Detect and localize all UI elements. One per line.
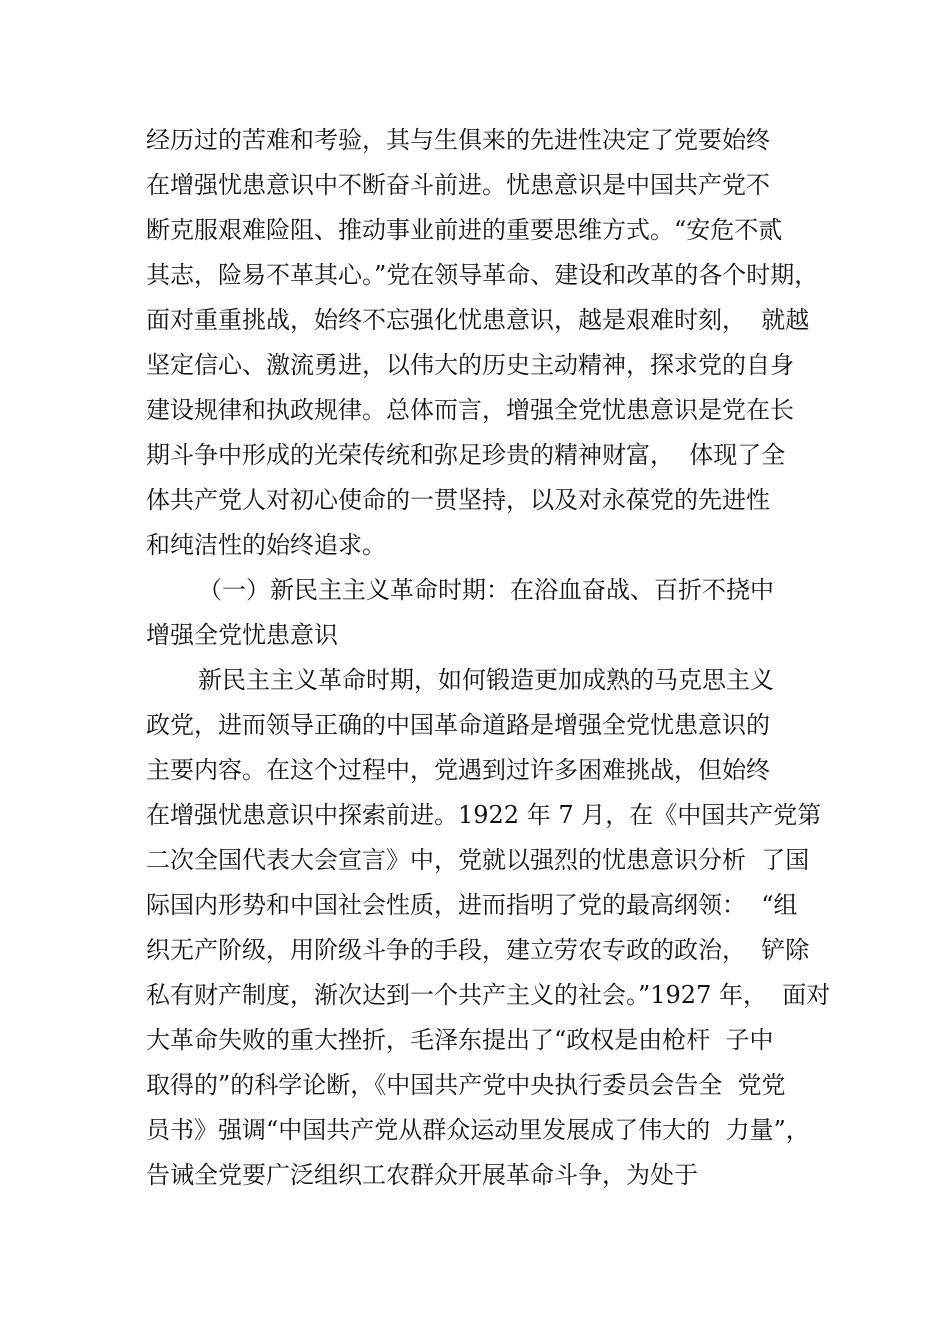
text-line: 体共产党人对初心使命的一贯坚持，以及对永葆党的先进性	[146, 486, 770, 514]
text-line: 坚定信心、激流勇进，以伟大的历史主动精神，探求党的自身	[146, 351, 794, 379]
text-line: 告诫全党要广泛组织工农群众开展革命斗争，为处于	[146, 1161, 698, 1189]
text-line: 际国内形势和中国社会性质，进而指明了党的最高纲领： “组	[146, 891, 798, 919]
text-line: 和纯洁性的始终追求。	[146, 531, 386, 559]
text-line: 取得的”的科学论断，《中国共产党中央执行委员会告全 党党	[146, 1071, 786, 1099]
text-line: 主要内容。在这个过程中，党遇到过许多困难挑战，但始终	[146, 756, 770, 784]
text-line: 期斗争中形成的光荣传统和弥足珍贵的精神财富， 体现了全	[146, 441, 786, 469]
paragraph-new-democratic-revolution	[146, 658, 846, 1198]
text-line: 新民主主义革命时期，如何锻造更加成熟的马克思主义	[198, 666, 774, 694]
text-line: 在增强忧患意识中探索前进。1922 年 7 月，在《中国共产党第	[146, 801, 822, 829]
heading-line: （一）新民主主义革命时期：在浴血奋战、百折不挠中	[198, 576, 774, 604]
text-line: 织无产阶级，用阶级斗争的手段，建立劳农专政的政治， 铲除	[146, 936, 810, 964]
document-body	[146, 118, 846, 1198]
heading-line: 增强全党忧患意识	[146, 621, 338, 649]
paragraph-intro	[146, 118, 846, 568]
text-line: 建设规律和执政规律。总体而言，增强全党忧患意识是党在长	[146, 396, 794, 424]
text-line: 大革命失败的重大挫折，毛泽东提出了“政权是由枪杆 子中	[146, 1026, 774, 1054]
text-line: 经历过的苦难和考验，其与生俱来的先进性决定了党要始终	[146, 126, 770, 154]
text-line: 面对重重挑战，始终不忘强化忧患意识，越是艰难时刻， 就越	[146, 306, 810, 334]
text-line: 其志，险易不革其心。”党在领导革命、建设和改革的各个时期，	[146, 261, 819, 289]
text-line: 员书》强调“中国共产党从群众运动里发展成了伟大的 力量”，	[146, 1116, 810, 1144]
text-line: 政党，进而领导正确的中国革命道路是增强全党忧患意识的	[146, 711, 770, 739]
section-heading	[146, 568, 846, 658]
text-line: 二次全国代表大会宣言》中，党就以强烈的忧患意识分析 了国	[146, 846, 810, 874]
text-line: 断克服艰难险阻、推动事业前进的重要思维方式。“安危不贰	[146, 216, 783, 244]
text-line: 在增强忧患意识中不断奋斗前进。忧患意识是中国共产党不	[146, 171, 770, 199]
text-line: 私有财产制度，渐次达到一个共产主义的社会。”1927 年， 面对	[146, 981, 831, 1009]
